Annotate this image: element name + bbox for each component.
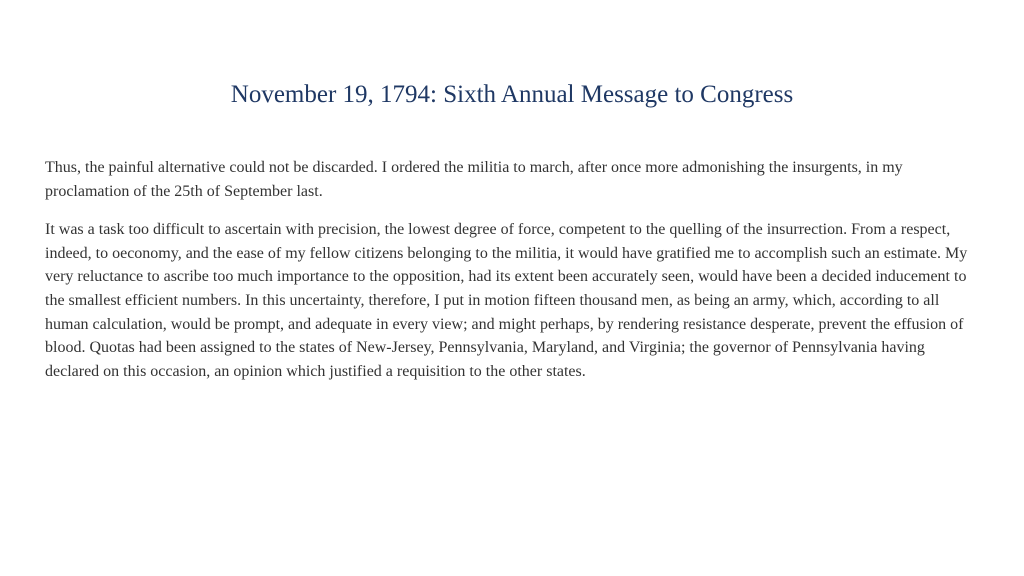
slide-body xyxy=(45,156,979,398)
paragraph-1: Thus, the painful alternative could not be discarded. I ordered the militia to march, after once more admonishing the insurgents, in my proclamation of the 25th of September last. xyxy=(45,159,903,200)
paragraph-2: It was a task too difficult to ascertain with precision, the lowest degree of force, competent to the quelling of the insurrection. From a respect, indeed, to oeconomy, and the ease of my fellow citizens belonging to the militia, it would have gratified me to accomplish such an estimate. My very reluctance to ascribe too much importance to the opposition, had its extent been accurately seen, would have been a decided inducement to the smallest efficient numbers. In this uncertainty, therefore, I put in motion fifteen thousand men, as being an army, which, according to all human calculation, would be prompt, and adequate in every view; and might perhaps, by rendering resistance desperate, prevent the effusion of blood. Quotas had been assigned to the states of New-Jersey, Pennsylvania, Maryland, and Virginia; the governor of Pennsylvania having declared on this occasion, an opinion which justified a requisition to the other states. xyxy=(45,221,968,380)
slide-title: November 19, 1794: Sixth Annual Message to Congress xyxy=(230,81,794,108)
